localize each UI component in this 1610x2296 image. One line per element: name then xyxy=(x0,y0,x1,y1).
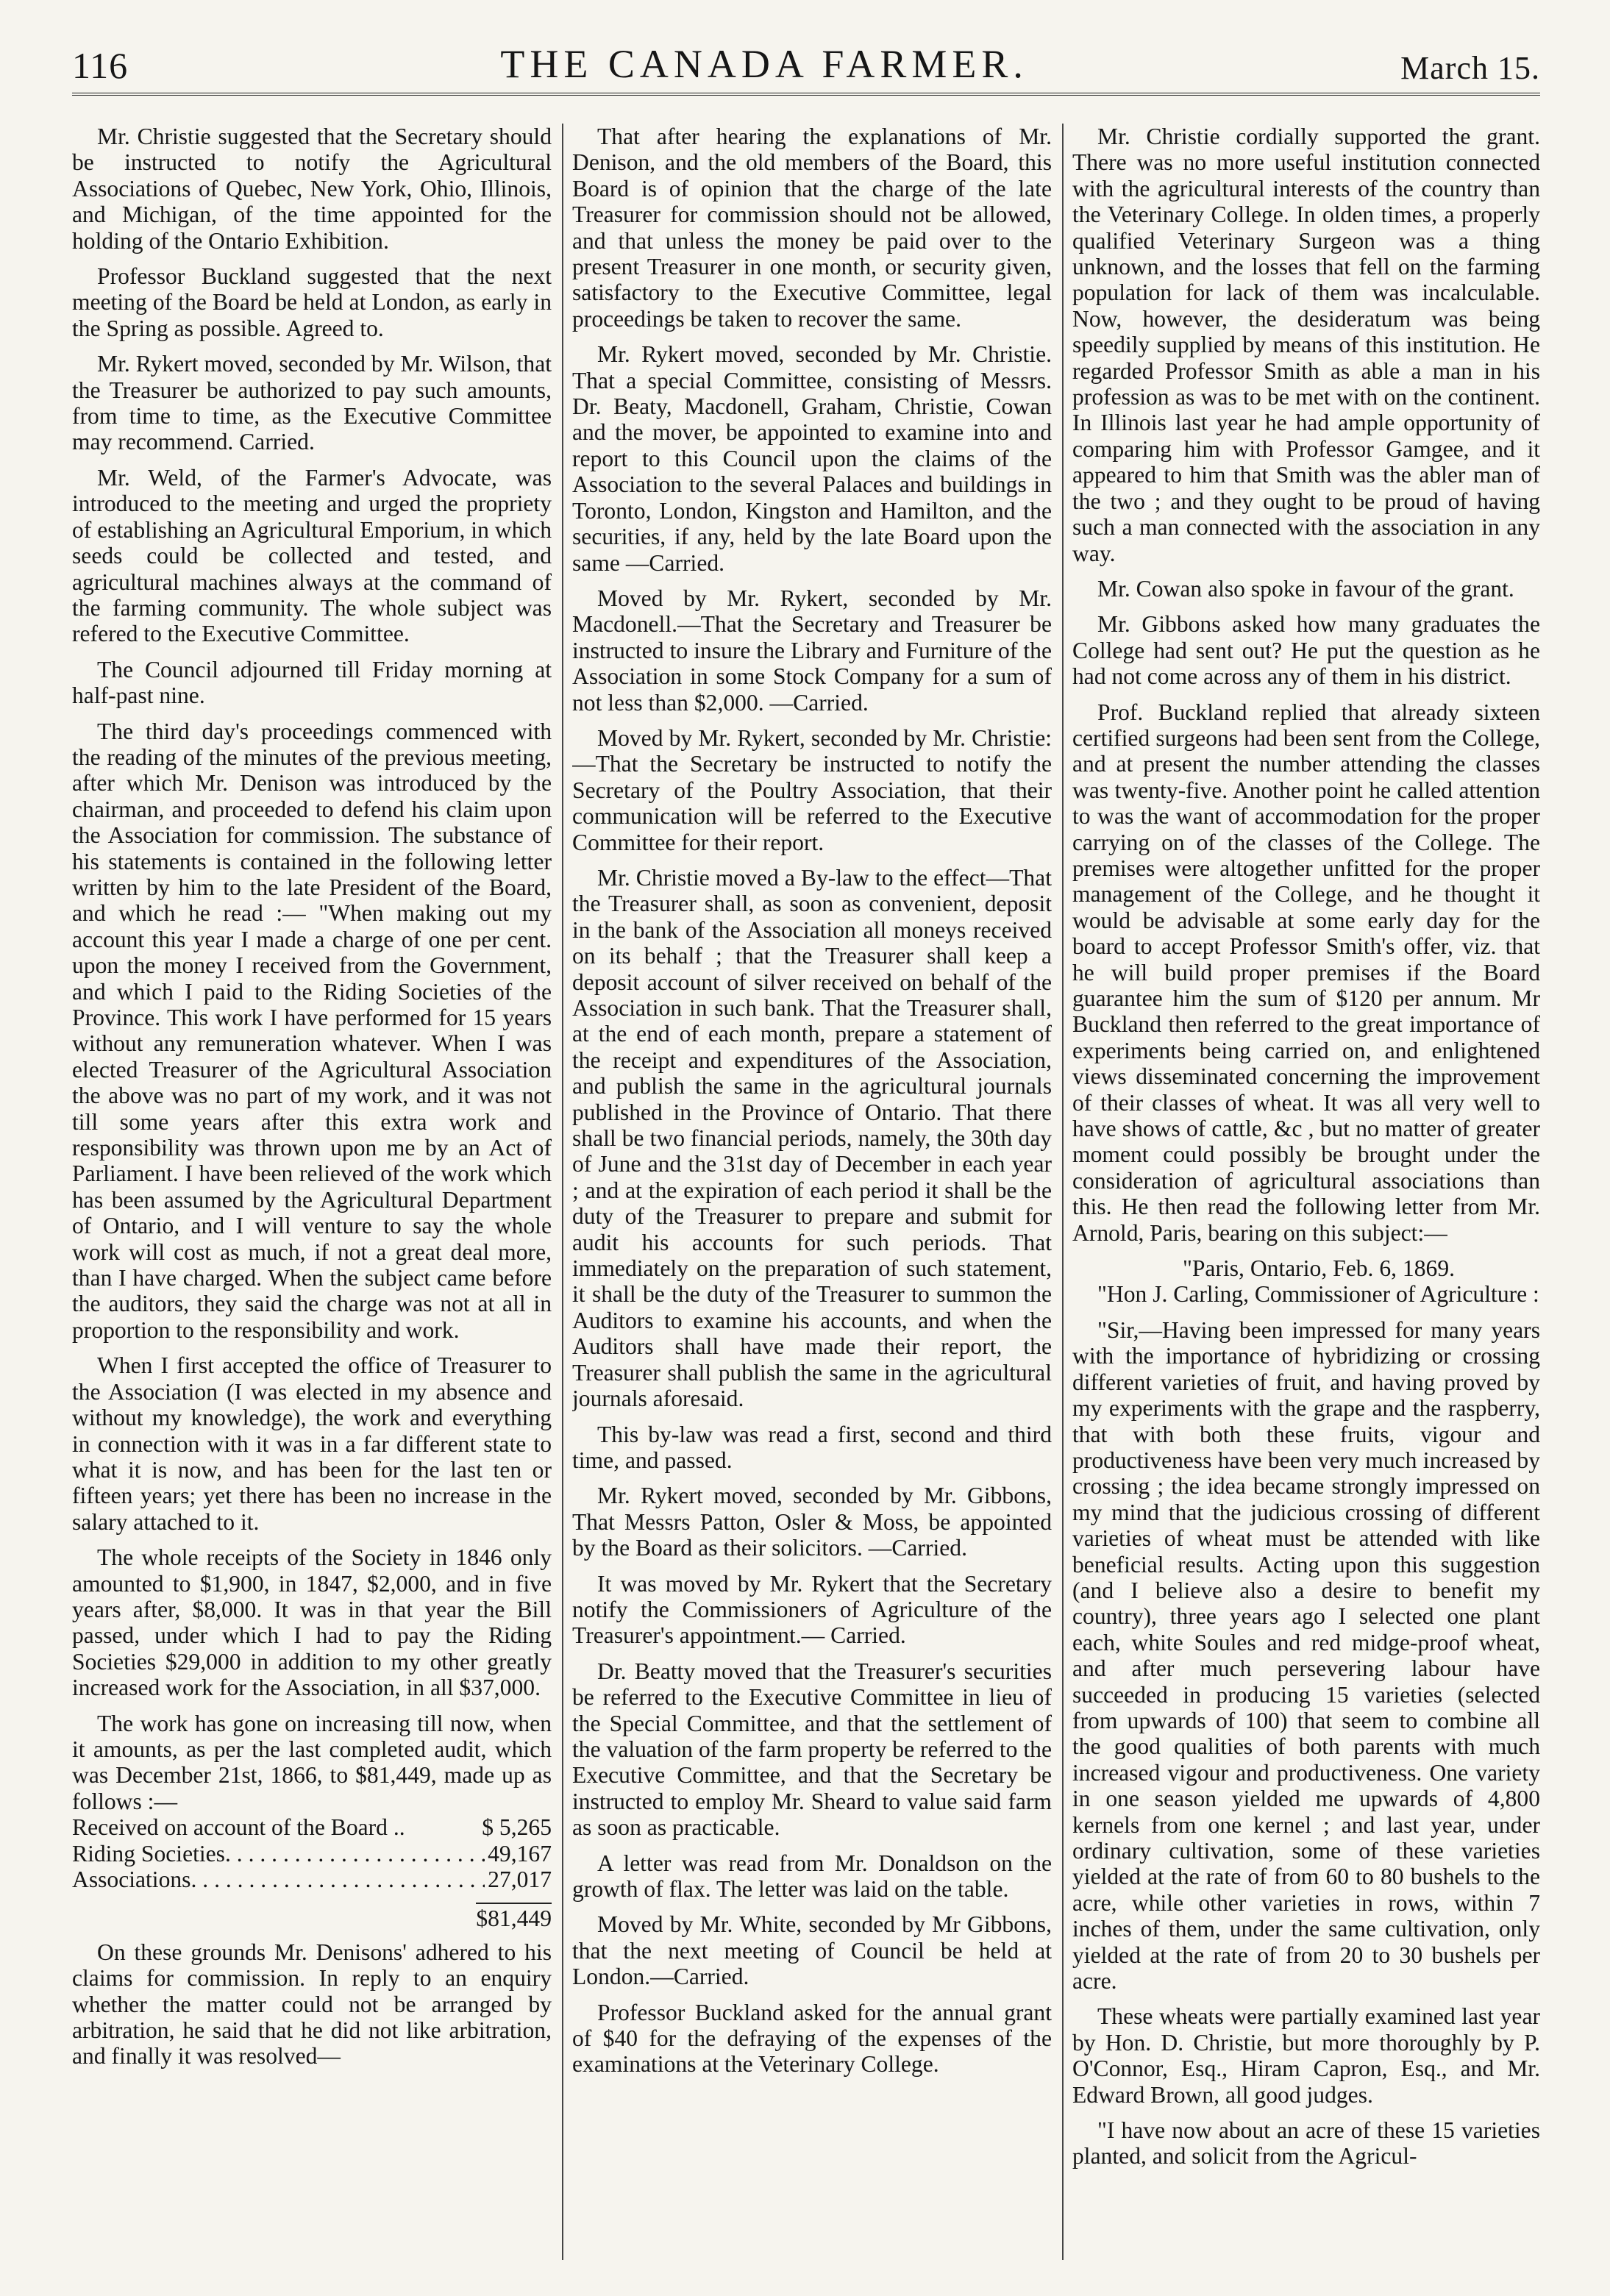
paragraph: These wheats were partially examined last year by Hon. D. Christie, but more thoroughly by P. O'Connor, Esq., Hiram Capron, Esq., and Mr. Edward Brown, all good judges. xyxy=(1072,2003,1540,2108)
paragraph: "Sir,—Having been impressed for many years with the importance of hybridizing or crossing different varieties of fruit, and having proved by my experiments with the grape and the raspberry, that with both these fruits, vigour and productiveness have been very much increased by crossing ; the idea became strongly impressed on my mind that the judicious crossing of different varieties of wheat must be attended with like beneficial results. Acting upon this suggestion (and I believe also a desire to benefit my country), three years ago I selected one plant each, white Soules and red midge-proof wheat, and after much persevering labour have succeeded in producing 15 varieties (selected from upwards of 100) that seem to combine all the good qualities of both parents with much increased vigour and productiveness. One variety in one season yielded me upwards of 4,800 kernels from one kernel ; and last year, under ordinary cultivation, some of these varieties yielded at the rate of from 60 to 80 bushels to the acre, while other varieties in rows, within 7 inches of them, under the same cultivation, only yielded at the rate of from 20 to 30 bushels per acre. xyxy=(1072,1316,1540,1994)
letter-place-date: "Paris, Ontario, Feb. 6, 1869. xyxy=(1182,1255,1456,1282)
paragraph: Professor Buckland suggested that the next meeting of the Board be held at London, as early in the Spring as possible. Agreed to. xyxy=(72,263,552,341)
paragraph: Mr. Rykert moved, seconded by Mr. Wilson, that the Treasurer be authorized to pay such amounts, from time to time, as the Executive Committee may recommend. Carried. xyxy=(72,351,552,455)
paragraph: "I have now about an acre of these 15 varieties planted, and solicit from the Agricul- xyxy=(1072,2117,1540,2170)
leader-dots xyxy=(225,1841,485,1867)
account-total: $81,449 xyxy=(476,1903,552,1931)
account-line xyxy=(72,1867,552,1892)
paragraph: When I first accepted the office of Treasurer to the Association (I was elected in my absence and without my knowledge), the work and everything in connection with it was in a far different state to what it is now, and has been for the last ten or fifteen years; yet there has been no increase in the salary attached to it. xyxy=(72,1352,552,1535)
paragraph: Mr. Cowan also spoke in favour of the grant. xyxy=(1097,575,1514,602)
paragraph: A letter was read from Mr. Donaldson on the growth of flax. The letter was laid on the table. xyxy=(572,1850,1052,1902)
account-label: Received on account of the Board .. xyxy=(72,1814,405,1841)
account-line xyxy=(72,1841,552,1867)
account-line xyxy=(72,1814,552,1840)
paragraph: Moved by Mr. Rykert, seconded by Mr. Christie:—That the Secretary be instructed to notify the Secretary of the Poultry Association, that their communication will be referred to the Executive Committee for their report. xyxy=(572,724,1052,855)
account-amount: 49,167 xyxy=(488,1840,552,1867)
column-2 xyxy=(572,124,1052,2260)
paragraph: Mr. Christie suggested that the Secretary should be instructed to notify the Agricultural Associations of Quebec, New York, Ohio, Illinois, and Michigan, of the time appointed for the holding of the Ontario Exhibition. xyxy=(72,124,552,254)
paragraph: Professor Buckland asked for the annual grant of $40 for the defraying of the expenses of the examinations at the Veterinary College. xyxy=(572,1999,1052,2078)
column-3 xyxy=(1072,124,1540,2260)
paragraph: The whole receipts of the Society in 1846 only amounted to $1,900, in 1847, $2,000, and in five years after, $8,000. It was in that year the Bill passed, under which I had to pay the Riding Societies $29,000 in addition to my other greatly increased work for the Association, in all $37,000. xyxy=(72,1544,552,1701)
page-header xyxy=(72,43,1540,96)
account-amount: 27,017 xyxy=(488,1867,552,1892)
paragraph: The Council adjourned till Friday morning at half-past nine. xyxy=(72,656,552,709)
account-amount: $ 5,265 xyxy=(482,1814,552,1841)
article-columns xyxy=(72,124,1540,2260)
paragraph: Moved by Mr. White, seconded by Mr Gibbons, that the next meeting of Council be held at London.—Carried. xyxy=(572,1911,1052,1990)
paragraph: The third day's proceedings commenced with the reading of the minutes of the previous meeting, after which Mr. Denison was introduced by the chairman, and proceeded to defend his claim upon the Association for commission. The substance of his statements is contained in the following letter written by him to the late President of the Board, and which he read :— "When making out my account this year I made a charge of one per cent. upon the money I received from the Government, and which I paid to the Riding Societies of the Province. This work I have performed for 15 years without any remuneration whatever. When I was elected Treasurer of the Agricultural Association the above was no part of my work, and it was not till some years after this extra work and responsibility was thrown upon me by an Act of Parliament. I have been relieved of the work which has been assumed by the Agricultural Department of Ontario, and I will venture to say the whole work will cost as much, if not a great deal more, than I have charged. When the subject came before the auditors, they said the charge was not at all in proportion to the responsibility and work. xyxy=(72,718,552,1343)
paragraph: The work has gone on increasing till now, when it amounts, as per the last completed audit, which was December 21st, 1866, to $81,449, made up as follows :— xyxy=(72,1710,552,1814)
publication-title: THE CANADA FARMER. xyxy=(500,42,1028,86)
paragraph: This by-law was read a first, second and third time, and passed. xyxy=(572,1421,1052,1473)
letter-address: "Hon J. Carling, Commissioner of Agriculture : xyxy=(1097,1281,1539,1308)
column-1 xyxy=(72,124,552,2260)
page-number: 116 xyxy=(72,45,129,86)
paragraph: Dr. Beatty moved that the Treasurer's securities be referred to the Executive Committee in lieu of the Special Committee, and that the settlement of the valuation of the farm property be referred to the Executive Committee, and that the Secretary be instructed to employ Mr. Sheard to value said farm as soon as practicable. xyxy=(572,1658,1052,1841)
paragraph: Moved by Mr. Rykert, seconded by Mr. Macdonell.—That the Secretary and Treasurer be instructed to insure the Library and Furniture of the Association in some Stock Company for a sum of not less than $2,000. —Carried. xyxy=(572,585,1052,716)
paragraph: Mr. Christie moved a By-law to the effect—That the Treasurer shall, as soon as convenient, deposit in the bank of the Association all moneys received on its behalf ; that the Treasurer shall keep a deposit account of silver received on behalf of the Association in such bank. That the Treasurer shall, at the end of each month, prepare a statement of the receipt and expenditures of the Association, and publish the same in the agricultural journals published in the Province of Ontario. That there shall be two financial periods, namely, the 30th day of June and the 31st day of December in each year ; and at the expiration of each period it shall be the duty of the Treasurer to prepare and submit for audit his accounts for such periods. That immediately on the preparation of such statement, it shall be the duty of the Treasurer to summon the Auditors to examine his accounts, and when the Auditors shall have made their report, the Treasurer shall publish the same in the agricultural journals aforesaid. xyxy=(572,864,1052,1412)
issue-date: March 15. xyxy=(1400,50,1540,86)
paragraph: That after hearing the explanations of Mr. Denison, and the old members of the Board, this Board is of opinion that the charge of the late Treasurer for commission should not be allowed, and that unless the money be paid over to the present Treasurer in one month, or security given, satisfactory to the Executive Committee, legal proceedings be taken to recover the same. xyxy=(572,124,1052,332)
paragraph: Mr. Weld, of the Farmer's Advocate, was introduced to the meeting and urged the propriety of establishing an Agricultural Emporium, in which seeds could be collected and tested, and agricultural machines always at the command of the farming community. The whole subject was refered to the Executive Committee. xyxy=(72,464,552,647)
paragraph: On these grounds Mr. Denisons' adhered to his claims for commission. In reply to an enquiry whether the matter could not be arranged by arbitration, he said that he did not like arbitration, and finally it was resolved— xyxy=(72,1939,552,2069)
paragraph: It was moved by Mr. Rykert that the Secretary notify the Commissioners of Agriculture of the Treasurer's appointment.— Carried. xyxy=(572,1570,1052,1649)
leader-dots xyxy=(190,1867,485,1892)
paragraph: Prof. Buckland replied that already sixteen certified surgeons had been sent from the College, and at present the number attending the classes was twenty-five. Another point he called attention to was the want of accommodation for the proper carrying on of the classes of the College. The premises were altogether unfitted for the proper management of the College, and he thought it would be advisable at some early day for the board to accept Professor Smith's offer, viz. that he will build proper premises if the Board guarantee him the sum of $120 per annum. Mr Buckland then referred to the great importance of experiments being carried on, and enlightened views disseminated concerning the improvement of their classes of wheat. It was all very well to have shows of cattle, &c , but no matter of greater moment could possibly be brought under the consideration of agricultural associations than this. He then read the following letter from Mr. Arnold, Paris, bearing on this subject:— xyxy=(1072,699,1540,1246)
account-total-row xyxy=(72,1905,552,1931)
paragraph: Mr. Rykert moved, seconded by Mr. Gibbons, That Messrs Patton, Osler & Moss, be appointed by the Board as their solicitors. —Carried. xyxy=(572,1483,1052,1561)
paragraph: Mr. Christie cordially supported the grant. There was no more useful institution connected with the agricultural interests of the country than the Veterinary College. In olden times, a properly qualified Veterinary Surgeon was a thing unknown, and the losses that fell on the farming population for lack of them was incalculable. Now, however, the desideratum was being speedily supplied by means of this institution. He regarded Professor Smith as able a man in his profession as was to be met with on the continent. In Illinois last year he had ample opportunity of comparing him with Professor Gamgee, and it appeared to him that Smith was the abler man of the two ; and they ought to be proud of having such a man connected with the association in any way. xyxy=(1072,124,1540,566)
paragraph: Mr. Rykert moved, seconded by Mr. Christie. That a special Committee, consisting of Messrs. Dr. Beaty, Macdonell, Graham, Christie, Cowan and the mover, be appointed to examine into and report to this Council upon the claims of the Association to the several Palaces and buildings in Toronto, London, Kingston and Hamilton, and the securities, if any, held by the late Board upon the same —Carried. xyxy=(572,341,1052,576)
account-label: Associations xyxy=(72,1867,191,1892)
account-label: Riding Societies xyxy=(72,1840,225,1867)
paragraph: Mr. Gibbons asked how many graduates the College had sent out? He put the question as he had not come across any of them in his district. xyxy=(1072,611,1540,690)
